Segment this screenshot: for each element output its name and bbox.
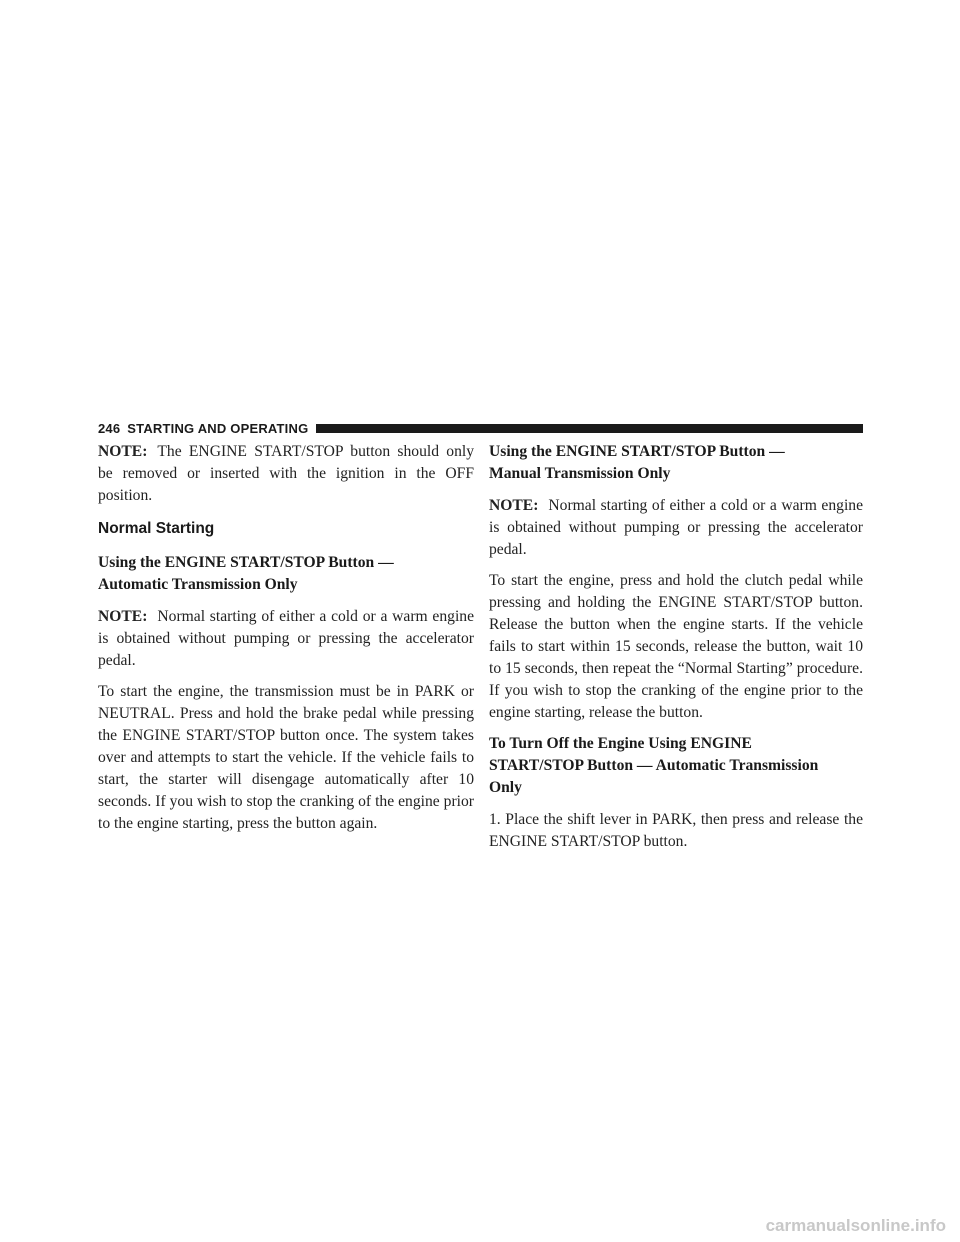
paragraph-manual-start: To start the engine, press and hold the clutch pedal while pressing and holding the ENGINE START/STOP button. Release the button when the engine starts. If the vehicle fails to start within 15 seconds, release the button, wait 10 to 15 seconds, then repeat the “Normal Starting” procedure. If you wish to stop the cranking of the engine prior to the engine starting, release the button. <box>489 572 863 721</box>
note-engine-button <box>98 441 474 507</box>
subheading-manual: Using the ENGINE START/STOP Button — Manual Transmission Only <box>489 443 785 482</box>
note-text: Normal starting of either a cold or a warm engine is obtained without pumping or pressing the accelerator pedal. <box>489 497 863 558</box>
note-label: NOTE: <box>98 443 148 460</box>
note-normal-starting-auto <box>98 606 474 672</box>
left-column <box>98 441 474 844</box>
step-1: 1. Place the shift lever in PARK, then press and release the ENGINE START/STOP button. <box>489 811 863 850</box>
subheading-automatic: Using the ENGINE START/STOP Button — Automatic Transmission Only <box>98 554 394 593</box>
right-column <box>489 441 863 862</box>
note-text: Normal starting of either a cold or a warm engine is obtained without pumping or pressing the accelerator pedal. <box>98 608 474 669</box>
header-rule <box>316 424 863 433</box>
page-number: 246 <box>98 420 121 436</box>
section-heading-normal-starting: Normal Starting <box>98 520 215 537</box>
note-normal-starting-manual <box>489 495 863 561</box>
note-label: NOTE: <box>98 608 148 625</box>
page-header <box>98 418 863 438</box>
watermark-text: carmanualsonline.info <box>765 1216 946 1235</box>
subheading-turn-off: To Turn Off the Engine Using ENGINE START/STOP Button — Automatic Transmission Only <box>489 735 819 796</box>
note-label: NOTE: <box>489 497 539 514</box>
section-title-header: STARTING AND OPERATING <box>127 420 309 436</box>
note-text: The ENGINE START/STOP button should only be removed or inserted with the ignition in the OFF position. <box>98 443 474 504</box>
paragraph-automatic-start: To start the engine, the transmission must be in PARK or NEUTRAL. Press and hold the brake pedal while pressing the ENGINE START/STOP button once. The system takes over and attempts to start the vehicle. If the vehicle fails to start, the starter will disengage automatically after 10 seconds. If you wish to stop the cranking of the engine prior to the engine starting, press the button again. <box>98 683 474 832</box>
